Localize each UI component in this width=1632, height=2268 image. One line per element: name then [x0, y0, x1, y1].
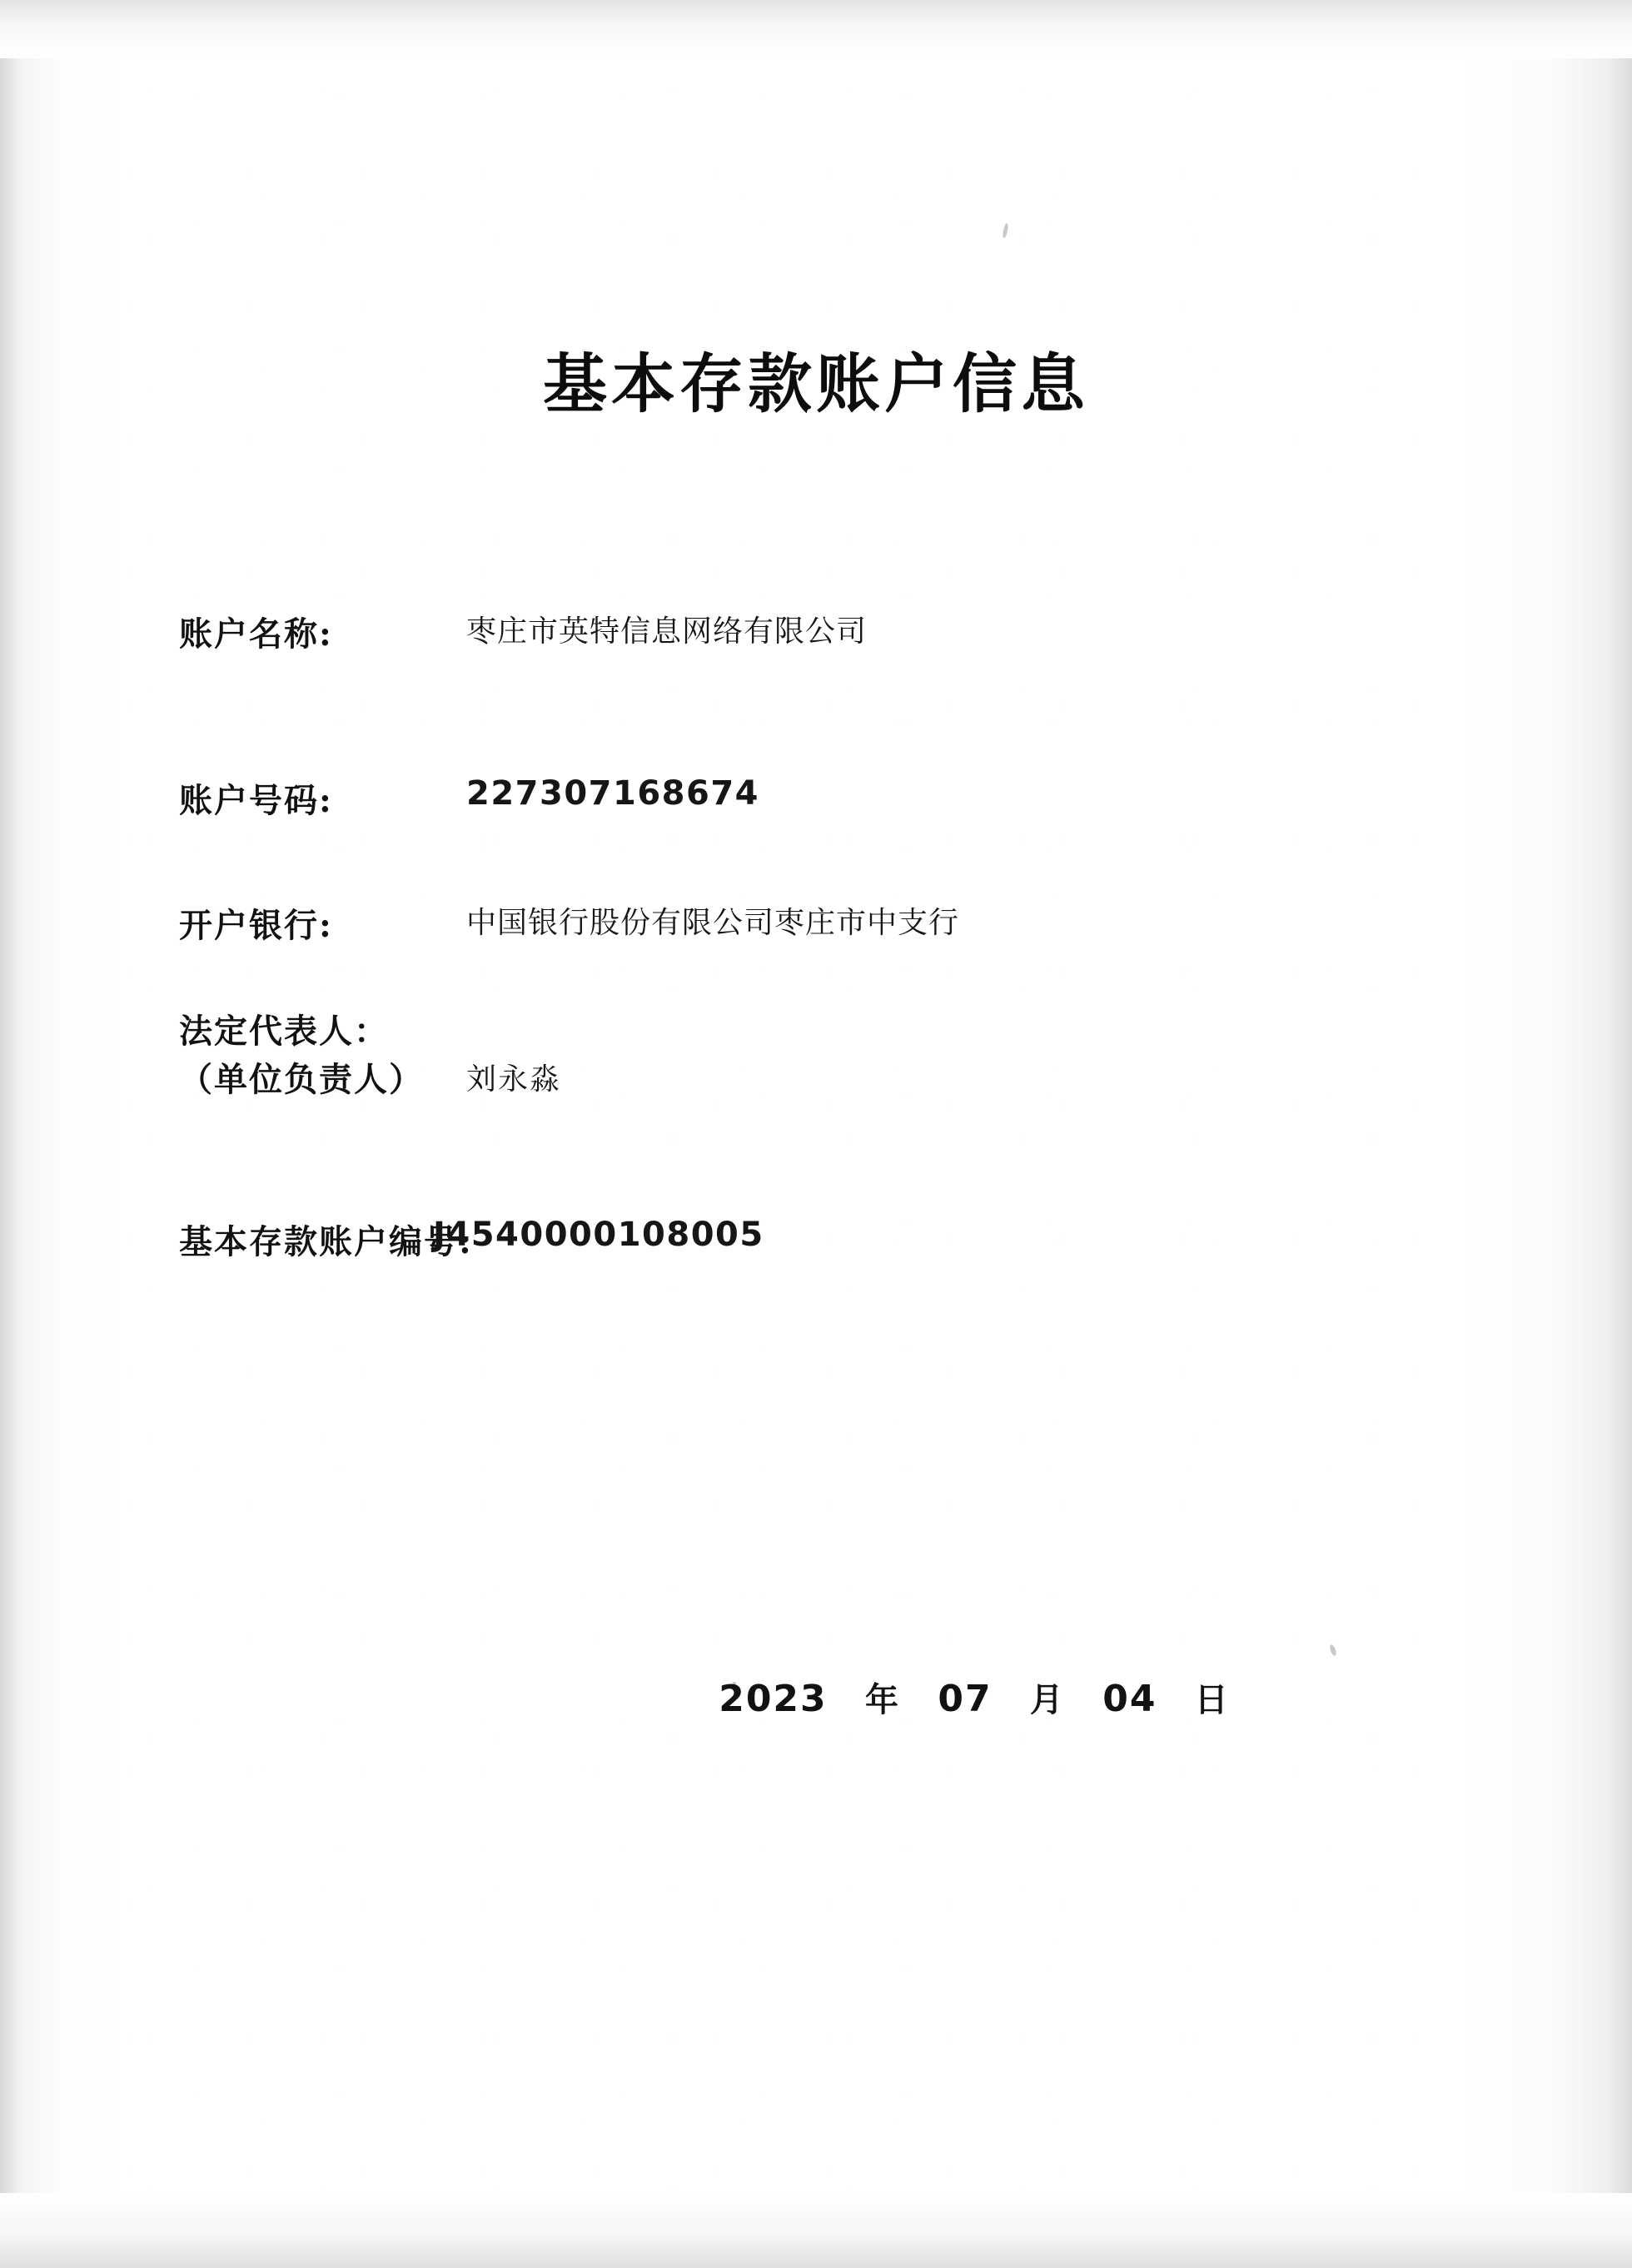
account-number-label: 账户号码: — [179, 781, 333, 820]
paper-top-shading — [0, 0, 1632, 58]
field-row-legal-representative — [0, 1007, 1632, 1104]
basic-account-code-value: J4540000108005 — [433, 1216, 764, 1254]
field-row-account-number — [0, 774, 1632, 822]
field-row-basic-account-code — [0, 1216, 1632, 1263]
account-name-label: 账户名称: — [179, 614, 333, 654]
page-title: 基本存款账户信息 — [543, 347, 1089, 422]
issue-date — [0, 1674, 1632, 1721]
legal-representative-label — [0, 1007, 466, 1104]
account-number-value: 227307168674 — [466, 774, 759, 813]
legal-representative-value: 刘永淼 — [466, 1062, 562, 1097]
account-name-value: 枣庄市英特信息网络有限公司 — [466, 614, 868, 649]
paper-bottom-shading — [0, 2193, 1632, 2268]
legal-representative-label-line2: （单位负责人） — [179, 1060, 424, 1099]
date-month: 07 — [938, 1678, 993, 1720]
basic-account-code-label: 基本存款账户编号: — [179, 1222, 473, 1261]
bank-label: 开户银行: — [179, 906, 333, 945]
date-year: 2023 — [719, 1678, 828, 1720]
legal-representative-label-line1: 法定代表人： — [179, 1012, 389, 1051]
field-row-account-name — [0, 608, 1632, 655]
bank-value: 中国银行股份有限公司枣庄市中支行 — [466, 906, 960, 940]
field-row-bank — [0, 899, 1632, 947]
date-month-unit: 月 — [1029, 1680, 1065, 1719]
date-year-unit: 年 — [865, 1680, 900, 1719]
date-day: 04 — [1102, 1678, 1157, 1720]
date-day-unit: 日 — [1194, 1680, 1230, 1719]
